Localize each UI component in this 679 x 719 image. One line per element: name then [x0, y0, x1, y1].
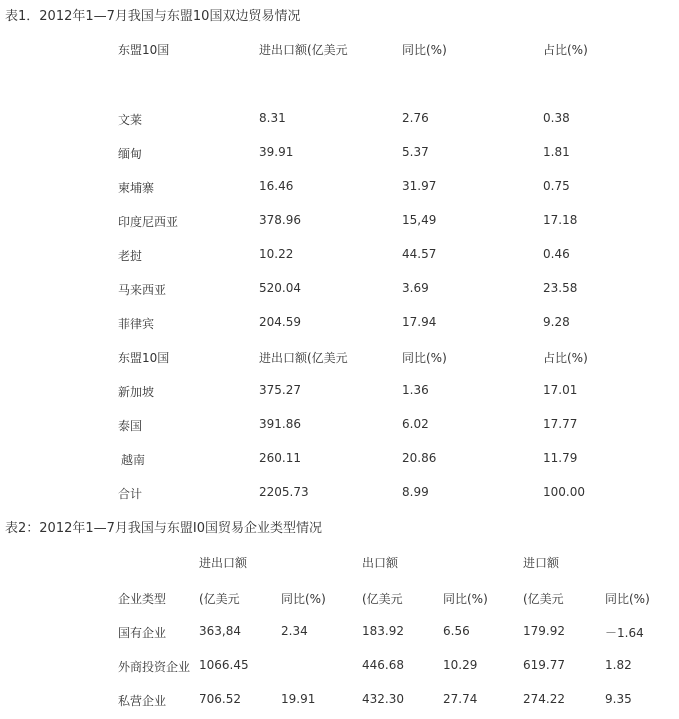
table2-sub-header: (亿美元	[199, 592, 240, 606]
table2-cell: 国有企业	[118, 626, 167, 640]
table2-cell: 私营企业	[118, 694, 167, 708]
table1-cell: 10.22	[259, 247, 294, 261]
table1-cell: 378.96	[259, 213, 301, 227]
table1-cell: 0.46	[543, 247, 570, 261]
table2-cell: 1066.45	[199, 658, 249, 672]
table2-sub-header: 同比(%)	[281, 592, 326, 606]
table1-header-cell: 同比(%)	[402, 43, 447, 57]
table2-sub-header: 同比(%)	[605, 592, 650, 606]
table1-cell: 缅甸	[118, 147, 143, 161]
table2-sub-header: 同比(%)	[443, 592, 488, 606]
table1-cell: 100.00	[543, 485, 585, 499]
table2-group-header: 出口额	[362, 556, 399, 570]
table2-sub-header: (亿美元	[523, 592, 564, 606]
table2-cell: 274.22	[523, 692, 565, 706]
table2-cell: 179.92	[523, 624, 565, 638]
table1-cell: 2.76	[402, 111, 429, 125]
table1-cell: 260.11	[259, 451, 301, 465]
table2-cell: 6.56	[443, 624, 470, 638]
table2-cell: 1.82	[605, 658, 632, 672]
table1-header-cell: 占比(%)	[543, 351, 588, 365]
table2-title: 表2：2012年1—7月我国与东盟I0国贸易企业类型情况	[5, 521, 323, 536]
table1-cell: 11.79	[543, 451, 578, 465]
table1-cell: 23.58	[543, 281, 578, 295]
table1-cell: 16.46	[259, 179, 294, 193]
table2-cell: 27.74	[443, 692, 478, 706]
table1-header-cell: 进出口额(亿美元	[259, 351, 348, 365]
table2-cell: 9.35	[605, 692, 632, 706]
table1-cell: 2205.73	[259, 485, 309, 499]
table1-cell: 391.86	[259, 417, 301, 431]
table1-header-cell: 东盟10国	[118, 43, 170, 57]
table1-cell: 8.31	[259, 111, 286, 125]
table1-cell: 印度尼西亚	[118, 215, 179, 229]
table1-cell: 马来西亚	[118, 283, 167, 297]
table1-cell: 17.94	[402, 315, 437, 329]
table1-cell: 6.02	[402, 417, 429, 431]
table1-cell: 3.69	[402, 281, 429, 295]
table2-cell: 183.92	[362, 624, 404, 638]
table1-cell: 8.99	[402, 485, 429, 499]
table1-header-cell: 同比(%)	[402, 351, 447, 365]
table1-cell: 新加坡	[118, 385, 155, 399]
table1-cell: 17.01	[543, 383, 578, 397]
table2-cell: 619.77	[523, 658, 565, 672]
table1-cell: 0.38	[543, 111, 570, 125]
table2-cell: 706.52	[199, 692, 241, 706]
table2-cell: 446.68	[362, 658, 404, 672]
table1-cell: 17.18	[543, 213, 578, 227]
table1-cell: 菲律宾	[118, 317, 155, 331]
table2-cell: －1.64	[605, 626, 644, 640]
table1-title: 表1．2012年1—7月我国与东盟10国双边贸易情况	[5, 9, 301, 24]
table1-cell: 17.77	[543, 417, 578, 431]
table1-header-cell: 占比(%)	[543, 43, 588, 57]
table2-group-header: 进口额	[523, 556, 560, 570]
table1-cell: 15,49	[402, 213, 437, 227]
table1-cell: 1.36	[402, 383, 429, 397]
table1-cell: 9.28	[543, 315, 570, 329]
table1-cell: 204.59	[259, 315, 301, 329]
table2-cell: 19.91	[281, 692, 316, 706]
table1-cell: 泰国	[118, 419, 143, 433]
table1-cell: 375.27	[259, 383, 301, 397]
table1-cell: 合计	[118, 487, 143, 501]
table1-cell: 文莱	[118, 113, 143, 127]
table2-cell: 432.30	[362, 692, 404, 706]
table1-cell: 老挝	[118, 249, 143, 263]
table1-cell: 20.86	[402, 451, 437, 465]
table1-cell: 越南	[121, 453, 146, 467]
table1-cell: 1.81	[543, 145, 570, 159]
table2-group-header: 进出口额	[199, 556, 248, 570]
table2-sub-header: (亿美元	[362, 592, 403, 606]
table1-header-cell: 进出口额(亿美元	[259, 43, 348, 57]
table1-cell: 0.75	[543, 179, 570, 193]
table1-header-cell: 东盟10国	[118, 351, 170, 365]
table1-cell: 44.57	[402, 247, 437, 261]
table2-cell: 363,84	[199, 624, 241, 638]
table2-cell: 10.29	[443, 658, 478, 672]
table1-cell: 520.04	[259, 281, 301, 295]
table1-cell: 31.97	[402, 179, 437, 193]
table2-cell: 外商投资企业	[118, 660, 191, 674]
table1-cell: 39.91	[259, 145, 294, 159]
table1-cell: 柬埔寨	[118, 181, 155, 195]
table2-cell: 2.34	[281, 624, 308, 638]
table2-sub-header: 企业类型	[118, 592, 167, 606]
table1-cell: 5.37	[402, 145, 429, 159]
